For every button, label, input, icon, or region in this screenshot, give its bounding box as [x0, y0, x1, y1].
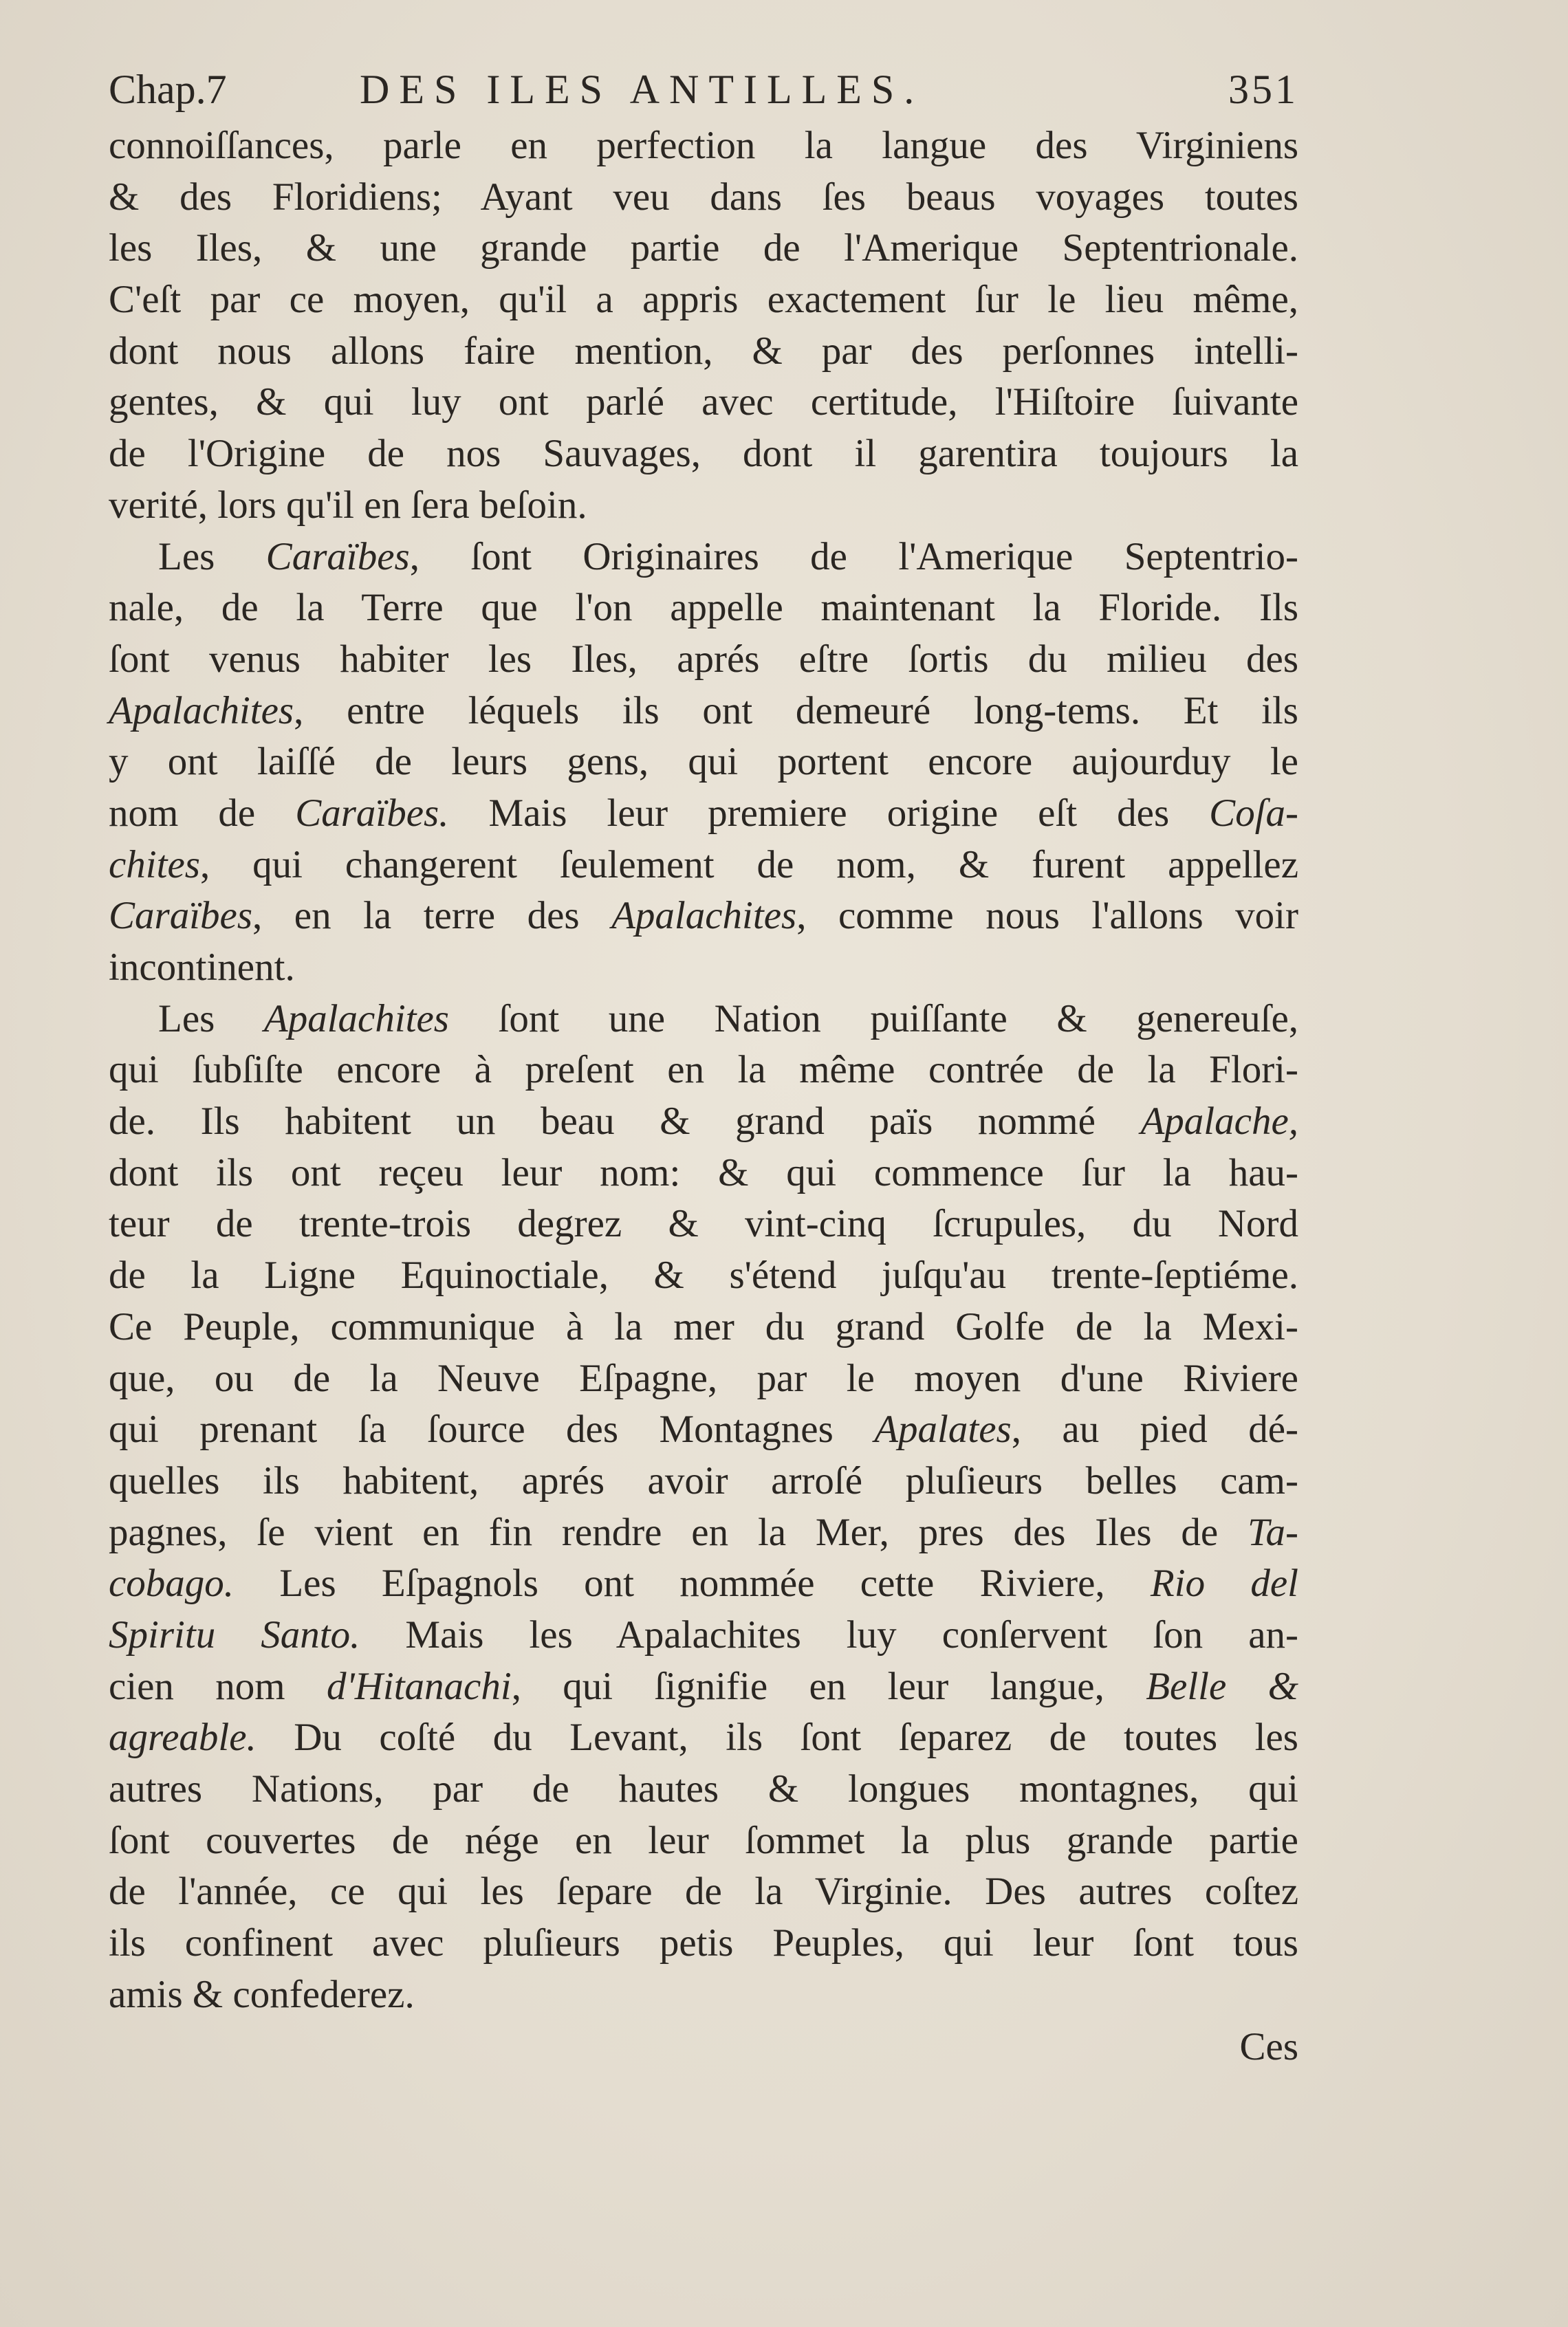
text-line	[109, 120, 1298, 172]
text-line	[109, 172, 1298, 223]
text-line	[109, 1199, 1298, 1250]
line-segment: de la Ligne Equinoctiale, & s'étend juſqu'au trente-ſeptiéme.	[109, 1254, 1298, 1298]
catchword: Ces	[1239, 2025, 1298, 2068]
italic-term: Apalates	[874, 1408, 1012, 1452]
italic-term: Belle &	[1146, 1664, 1298, 1708]
line-segment: , entre léquels ils ont demeuré long-tems. Et ils	[294, 688, 1298, 732]
text-line	[109, 1302, 1298, 1353]
line-segment: Du coſté du Levant, ils ſont ſeparez de toutes les	[256, 1716, 1298, 1760]
text-line	[109, 1610, 1298, 1661]
line-segment: gentes, & qui luy ont parlé avec certitude, l'Hiſtoire ſuivante	[109, 380, 1298, 424]
italic-term: Apalachites	[109, 688, 294, 732]
line-segment: autres Nations, par de hautes & longues montagnes, qui	[109, 1767, 1298, 1811]
line-segment: verité, lors qu'il en ſera beſoin.	[109, 483, 587, 527]
text-line	[109, 1918, 1298, 1969]
text-line	[109, 428, 1298, 480]
text-line	[109, 891, 1298, 942]
line-segment: incontinent.	[109, 946, 295, 989]
italic-term: Caraïbes.	[295, 791, 449, 835]
line-segment: , en la terre des	[252, 894, 612, 938]
text-line	[109, 377, 1298, 428]
line-segment: , qui ſignifie en leur langue,	[511, 1664, 1146, 1708]
line-segment: de. Ils habitent un beau & grand païs nommé	[109, 1100, 1141, 1144]
line-segment: amis & confederez.	[109, 1972, 415, 2016]
italic-term: d'Hitanachi	[327, 1664, 512, 1708]
text-line	[109, 326, 1298, 378]
text-line	[109, 582, 1298, 634]
text-line	[109, 686, 1298, 737]
text-line	[109, 1148, 1298, 1199]
italic-term: Apalachites	[263, 996, 449, 1040]
line-segment: & des Floridiens; Ayant veu dans ſes beaus voyages toutes	[109, 175, 1298, 219]
line-segment: Mais leur premiere origine eſt des	[448, 791, 1210, 835]
line-segment: Les	[158, 996, 264, 1040]
text-line	[109, 480, 1298, 532]
italic-term: Rio del	[1150, 1562, 1298, 1606]
line-segment: les Iles, & une grande partie de l'Amerique Septentrionale.	[109, 226, 1298, 270]
line-segment: y ont laiſſé de leurs gens, qui portent encore aujourduy le	[109, 740, 1298, 784]
running-header	[109, 65, 1298, 113]
text-line	[109, 1558, 1298, 1610]
italic-term: Apalache,	[1140, 1100, 1298, 1144]
text-line	[109, 736, 1298, 788]
text-line	[109, 1096, 1298, 1148]
text-line	[109, 1456, 1298, 1507]
text-line	[109, 1866, 1298, 1918]
line-segment: de l'Origine de nos Sauvages, dont il garentira toujours la	[109, 432, 1298, 476]
italic-term: Apalachites	[611, 894, 797, 938]
text-line	[109, 1764, 1298, 1815]
line-segment: nom de	[109, 791, 296, 835]
italic-term: cobago.	[109, 1562, 235, 1606]
text-line	[109, 532, 1298, 583]
line-segment: nale, de la Terre que l'on appelle maintenant la Floride. Ils	[109, 586, 1298, 630]
line-segment: pagnes, ſe vient en fin rendre en la Mer, pres des Iles de	[109, 1510, 1248, 1554]
line-segment: , ſont Originaires de l'Amerique Septentrio-	[409, 534, 1298, 578]
text-line	[109, 274, 1298, 326]
chapter-label: Chap.7	[109, 67, 227, 112]
line-segment: ſont venus habiter les Iles, aprés eſtre ſortis du milieu des	[109, 637, 1298, 681]
italic-term: chites	[109, 842, 200, 886]
line-segment: ſont couvertes de nége en leur ſommet la plus grande partie	[109, 1818, 1298, 1862]
line-segment: connoiſſances, parle en perfection la langue des Virginiens	[109, 124, 1298, 167]
line-segment: C'eſt par ce moyen, qu'il a appris exactement ſur le lieu même,	[109, 278, 1298, 322]
line-segment: teur de trente-trois degrez & vint-cinq ſcrupules, du Nord	[109, 1202, 1298, 1246]
line-segment: dont ils ont reçeu leur nom: & qui commence ſur la hau-	[109, 1150, 1298, 1194]
line-segment: Les	[158, 534, 266, 578]
line-segment: cien nom	[109, 1664, 327, 1708]
line-segment: qui prenant ſa ſource des Montagnes	[109, 1408, 875, 1452]
text-line	[109, 1404, 1298, 1456]
line-segment: Mais les Apalachites luy conſervent ſon an-	[360, 1613, 1298, 1657]
text-line	[109, 1045, 1298, 1096]
line-segment: Les Eſpagnols ont nommée cette Riviere,	[234, 1562, 1151, 1606]
line-segment: dont nous allons faire mention, & par des perſonnes intelli-	[109, 329, 1298, 373]
text-line	[109, 1712, 1298, 1764]
running-title: DES ILES ANTILLES.	[360, 67, 924, 112]
line-segment: Ce Peuple, communique à la mer du grand Golfe de la Mexi-	[109, 1304, 1298, 1348]
line-segment: ſont une Nation puiſſante & genereuſe,	[448, 996, 1298, 1040]
text-line	[109, 788, 1298, 840]
text-line	[109, 1815, 1298, 1867]
italic-term: Spiritu Santo.	[109, 1613, 360, 1657]
line-segment: de l'année, ce qui les ſepare de la Virginie. Des autres coſtez	[109, 1870, 1298, 1914]
text-line	[109, 1969, 1298, 2021]
text-line	[109, 840, 1298, 891]
line-segment: ils confinent avec pluſieurs petis Peuples, qui leur ſont tous	[109, 1921, 1298, 1965]
italic-term: Ta-	[1248, 1510, 1298, 1554]
italic-term: Coſa-	[1209, 791, 1299, 835]
text-line	[109, 1661, 1298, 1713]
italic-term: agreable.	[109, 1716, 257, 1760]
text-line	[109, 1353, 1298, 1405]
line-segment: , comme nous l'allons voir	[796, 894, 1298, 938]
line-segment: , qui changerent ſeulement de nom, & furent appellez	[199, 842, 1298, 886]
page-number: 351	[1228, 67, 1298, 112]
text-line	[109, 994, 1298, 1045]
body-text	[109, 120, 1298, 2020]
text-line	[109, 1507, 1298, 1559]
line-segment: , au pied dé-	[1011, 1408, 1299, 1452]
text-line	[109, 1250, 1298, 1302]
line-segment: qui ſubſiſte encore à preſent en la même contrée de la Flori-	[109, 1048, 1298, 1092]
italic-term: Caraïbes	[265, 534, 410, 578]
line-segment: quelles ils habitent, aprés avoir arroſé pluſieurs belles cam-	[109, 1459, 1298, 1503]
line-segment: que, ou de la Neuve Eſpagne, par le moyen d'une Riviere	[109, 1356, 1298, 1400]
text-line	[109, 942, 1298, 994]
italic-term: Caraïbes	[109, 894, 253, 938]
text-line	[109, 634, 1298, 686]
text-line	[109, 223, 1298, 274]
